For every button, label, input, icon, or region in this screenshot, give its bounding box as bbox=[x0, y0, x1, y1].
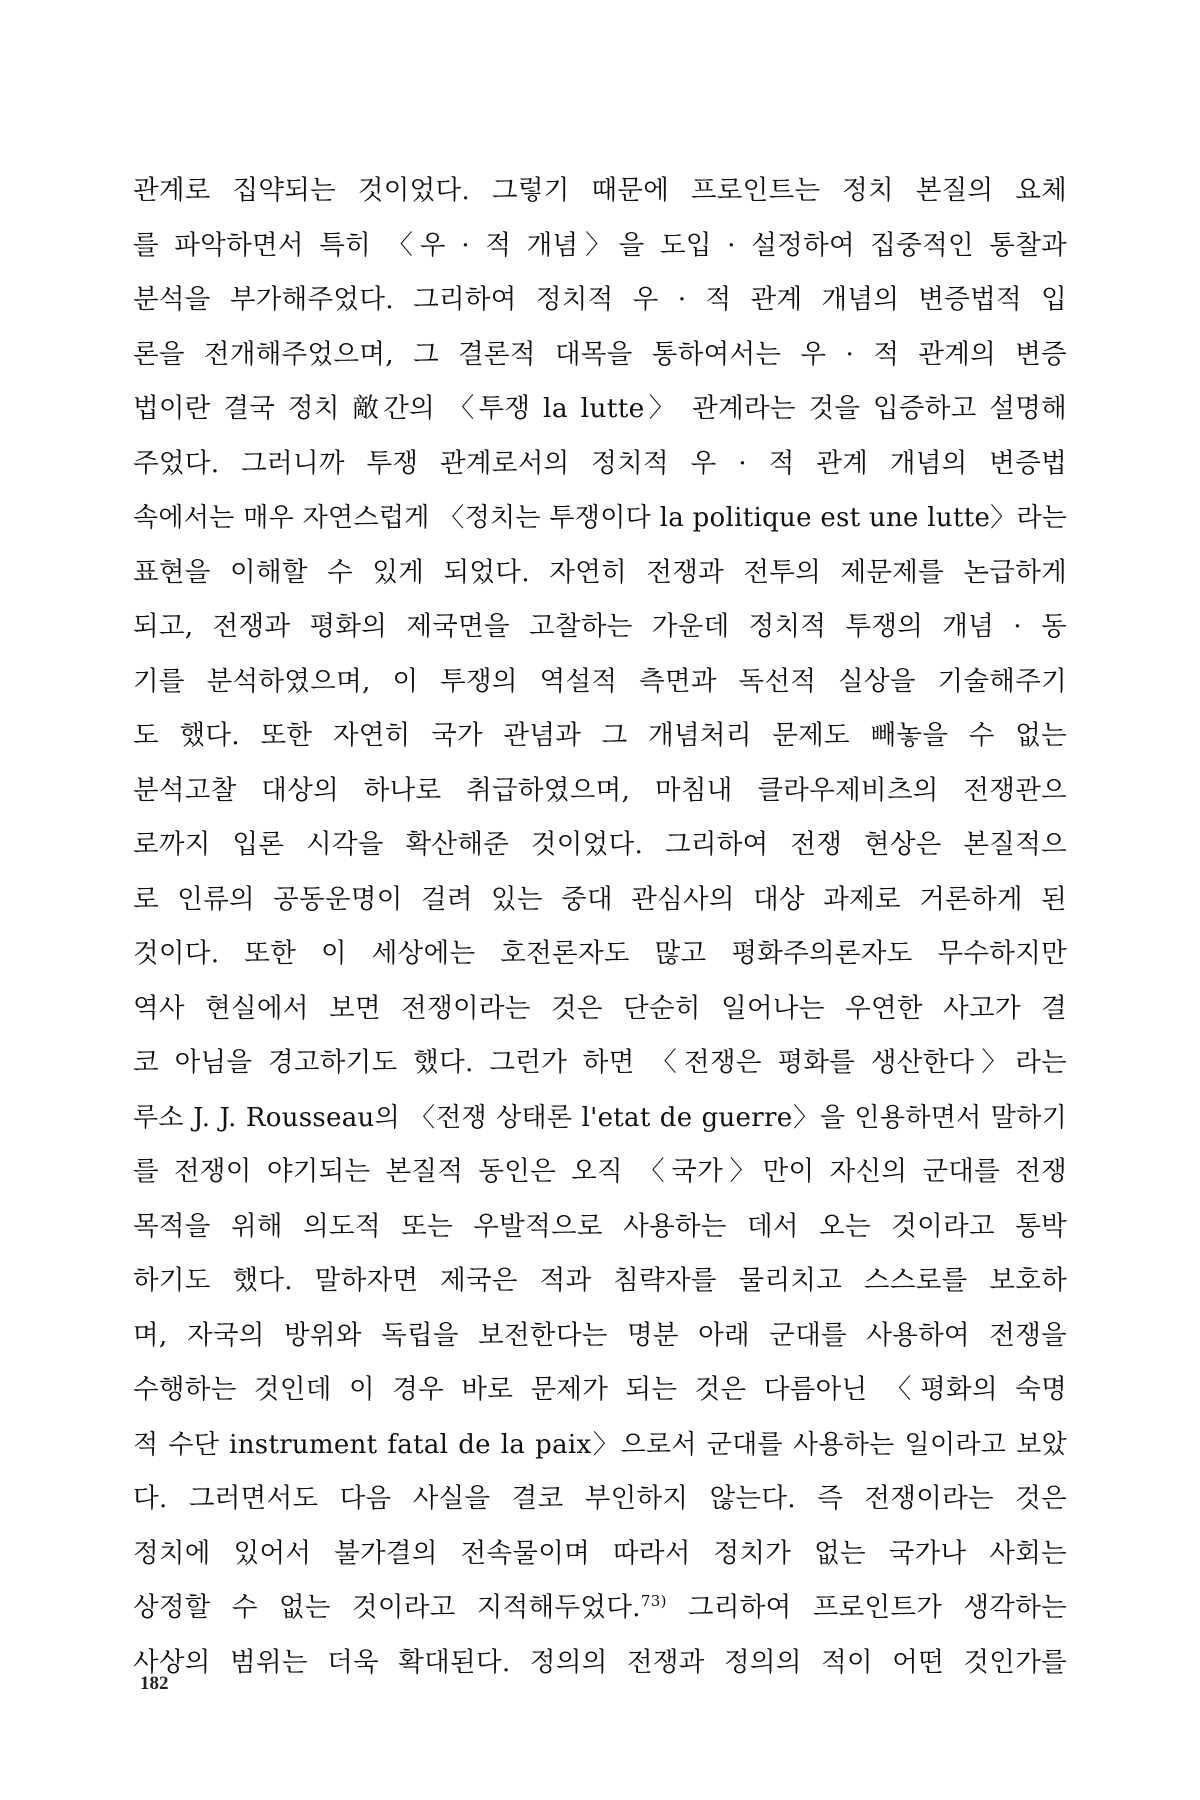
body-text bbox=[133, 164, 1067, 1690]
text-line-2: 를 파악하면서 특히 〈우 · 적 개념〉을 도입 · 설정하여 집중적인 통찰과 bbox=[133, 229, 1067, 261]
text-line-20: 목적을 위해 의도적 또는 우발적으로 사용하는 데서 오는 것이라고 통박 bbox=[133, 1210, 1067, 1242]
text-line-5: 법이란 결국 정치 敵간의 〈투쟁 la lutte〉 관계라는 것을 입증하고 설명해 bbox=[133, 393, 1067, 424]
text-line-21: 하기도 했다. 말하자면 제국은 적과 침략자를 물리치고 스스로를 보호하 bbox=[133, 1265, 1067, 1296]
text-line-7: 속에서는 매우 자연스럽게 〈정치는 투쟁이다 la politique est une lutte〉라는 bbox=[133, 503, 1068, 533]
page-number: 182 bbox=[140, 1673, 169, 1694]
text-line-6: 주었다. 그러니까 투쟁 관계로서의 정치적 우 · 적 관계 개념의 변증법 bbox=[133, 447, 1067, 479]
text-line-12: 분석고찰 대상의 하나로 취급하였으며, 마침내 클라우제비츠의 전쟁관으 bbox=[133, 774, 1067, 806]
text-line-26: 정치에 있어서 불가결의 전속물이며 따라서 정치가 없는 국가나 사회는 bbox=[133, 1537, 1067, 1569]
text-line-19: 를 전쟁이 야기되는 본질적 동인은 오직 〈국가〉만이 자신의 군대를 전쟁 bbox=[133, 1156, 1067, 1187]
text-line-10: 기를 분석하였으며, 이 투쟁의 역설적 측면과 독선적 실상을 기술해주기 bbox=[133, 665, 1067, 697]
text-line-16: 역사 현실에서 보면 전쟁이라는 것은 단순히 일어나는 우연한 사고가 결 bbox=[133, 992, 1067, 1024]
text-line-14: 로 인류의 공동운명이 걸려 있는 중대 관심사의 대상 과제로 거론하게 된 bbox=[133, 883, 1067, 915]
text-line-28: 사상의 범위는 더욱 확대된다. 정의의 전쟁과 정의의 적이 어떤 것인가를 bbox=[133, 1646, 1067, 1678]
text-line-1: 관계로 집약되는 것이었다. 그렇기 때문에 프로인트는 정치 본질의 요체 bbox=[133, 175, 1067, 206]
text-line-27 bbox=[133, 1581, 1067, 1636]
text-line-27-end: 그리하여 프로인트가 생각하는 bbox=[666, 1592, 1067, 1623]
text-line-8: 표현을 이해할 수 있게 되었다. 자연히 전쟁과 전투의 제문제를 논급하게 bbox=[133, 556, 1067, 588]
text-line-25: 다. 그러면서도 다음 사실을 결코 부인하지 않는다. 즉 전쟁이라는 것은 bbox=[133, 1483, 1067, 1514]
text-line-13: 로까지 입론 시각을 확산해준 것이었다. 그리하여 전쟁 현상은 본질적으 bbox=[133, 829, 1067, 860]
text-line-15: 것이다. 또한 이 세상에는 호전론자도 많고 평화주의론자도 무수하지만 bbox=[133, 938, 1067, 969]
text-line-11: 도 했다. 또한 자연히 국가 관념과 그 개념처리 문제도 빼놓을 수 없는 bbox=[133, 720, 1067, 751]
text-line-3: 분석을 부가해주었다. 그리하여 정치적 우 · 적 관계 개념의 변증법적 입 bbox=[133, 284, 1067, 315]
text-line-4: 론을 전개해주었으며, 그 결론적 대목을 통하여서는 우 · 적 관계의 변증 bbox=[133, 338, 1067, 370]
footnote-reference[interactable]: 73) bbox=[640, 1592, 667, 1611]
text-line-18: 루소 J. J. Rousseau의 〈전쟁 상태론 l'etat de guerre〉을 인용하면서 말하기 bbox=[133, 1102, 1067, 1133]
text-line-22: 며, 자국의 방위와 독립을 보전한다는 명분 아래 군대를 사용하여 전쟁을 bbox=[133, 1319, 1067, 1351]
text-line-24: 적 수단 instrument fatal de la paix〉으로서 군대를 사용하는 일이라고 보았 bbox=[133, 1429, 1067, 1460]
text-line-9: 되고, 전쟁과 평화의 제국면을 고찰하는 가운데 정치적 투쟁의 개념 · 동 bbox=[133, 611, 1067, 642]
text-line-23: 수행하는 것인데 이 경우 바로 문제가 되는 것은 다름아닌 〈평화의 숙명 bbox=[133, 1374, 1067, 1405]
text-line-17: 코 아님을 경고하기도 했다. 그런가 하면 〈전쟁은 평화를 생산한다〉라는 bbox=[133, 1047, 1067, 1078]
text-line-27-start: 상정할 수 없는 것이라고 지적해두었다. bbox=[133, 1592, 641, 1623]
